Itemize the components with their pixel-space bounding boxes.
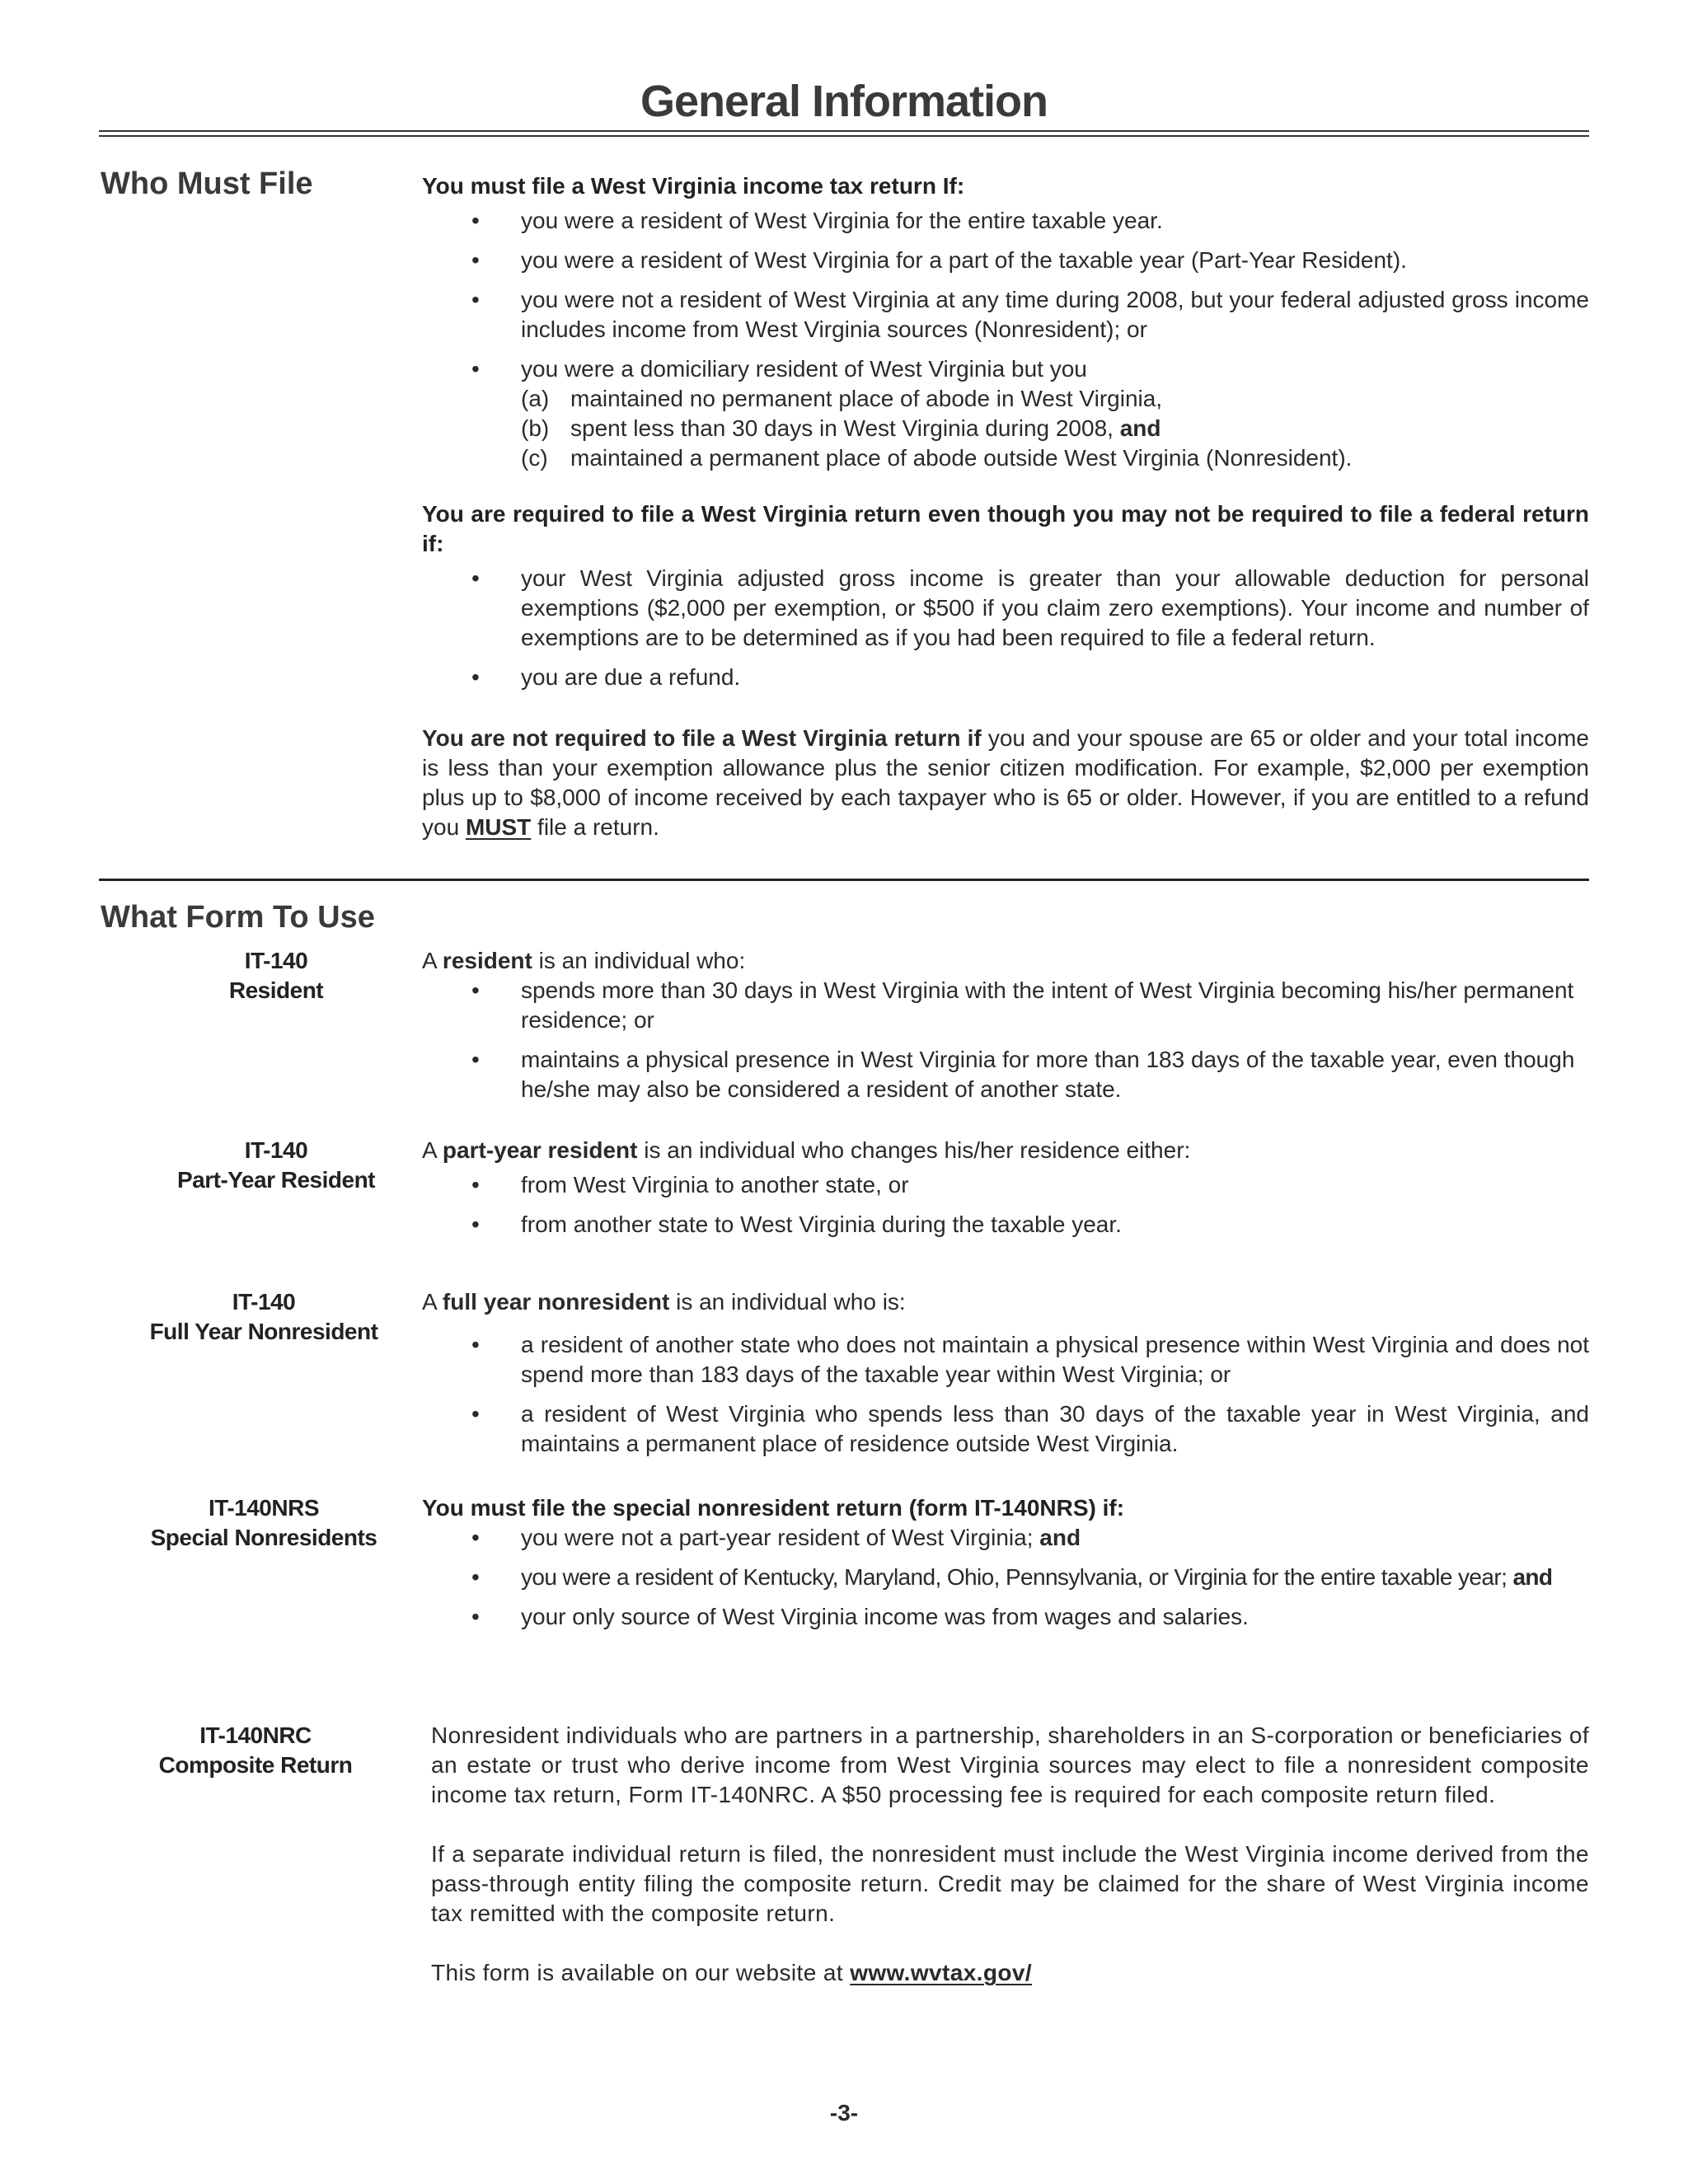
part-year-section bbox=[422, 1136, 1589, 1240]
must-file-list bbox=[422, 206, 1589, 384]
part-year-list bbox=[422, 1170, 1589, 1240]
list-item: • you were a resident of West Virginia for the entire taxable year. bbox=[471, 208, 1163, 233]
domiciliary-sub-list bbox=[422, 384, 1589, 473]
section-divider bbox=[99, 879, 1589, 881]
list-item: • spends more than 30 days in West Virginia with the intent of West Virginia becoming his/her permanent residence; or bbox=[471, 977, 1574, 1033]
resident-intro: A resident is an individual who: bbox=[422, 948, 746, 973]
sub-item: (c) maintained a permanent place of abode outside West Virginia (Nonresident). bbox=[521, 445, 1353, 471]
composite-paragraph: Nonresident individuals who are partners in a partnership, shareholders in an S-corporation or beneficiaries of an estate or trust who derive income from West Virginia sources may elect to file a nonresident composite income tax return, Form IT-140NRC. A $50 processing fee is required for each composite return filed. bbox=[431, 1722, 1589, 1807]
required-intro: You are required to file a West Virginia return even though you may not be required to file a federal return if: bbox=[422, 501, 1589, 556]
form-label-special-nonresidents: IT-140NRS Special Nonresidents bbox=[150, 1495, 377, 1550]
form-label-resident: IT-140 Resident bbox=[228, 948, 324, 1003]
resident-section bbox=[422, 946, 1589, 1104]
who-must-file-section bbox=[422, 171, 1589, 842]
title-divider bbox=[99, 130, 1589, 137]
page-number: -3- bbox=[829, 2100, 859, 2125]
must-file-intro: You must file a West Virginia income tax return If: bbox=[422, 173, 965, 199]
list-item: • from West Virginia to another state, or bbox=[471, 1172, 909, 1197]
list-item: • you were not a part-year resident of West Virginia; and bbox=[471, 1525, 1081, 1550]
who-must-file-heading: Who Must File bbox=[101, 166, 313, 201]
list-item: • your West Virginia adjusted gross income is greater than your allowable deduction for personal exemptions ($2,000 per exemption, or $500 if you claim zero exemptions). Your income and number of exemptions are to be determined as if you had been required to file a federal return. bbox=[471, 565, 1589, 650]
page-title: General Information bbox=[640, 77, 1048, 126]
list-item: • from another state to West Virginia during the taxable year. bbox=[471, 1212, 1122, 1237]
special-nonresident-list bbox=[422, 1523, 1589, 1632]
special-nonresident-section bbox=[422, 1493, 1589, 1632]
list-item: • you were a resident of West Virginia for a part of the taxable year (Part-Year Resident). bbox=[471, 247, 1407, 273]
list-item: • a resident of another state who does not maintain a physical presence within West Virginia and does not spend more than 183 days of the taxable year within West Virginia; or bbox=[471, 1332, 1589, 1387]
list-item: • a resident of West Virginia who spends less than 30 days of the taxable year in West Virginia, and maintains a permanent place of residence outside West Virginia. bbox=[471, 1401, 1589, 1456]
full-year-nonresident-list bbox=[422, 1330, 1589, 1459]
sub-item: (a) maintained no permanent place of abode in West Virginia, bbox=[521, 386, 1163, 411]
full-year-nonresident-intro: A full year nonresident is an individual who is: bbox=[422, 1289, 906, 1315]
not-required-paragraph: You are not required to file a West Virginia return if you and your spouse are 65 or older and your total income is less than your exemption allowance plus the senior citizen modification. For example, $2,000 per exemption plus up to $8,000 of income received by each taxpayer who is 65 or older. However, if you are entitled to a refund you MUST file a return. bbox=[422, 725, 1589, 840]
special-nonresident-intro: You must file the special nonresident return (form IT-140NRS) if: bbox=[422, 1495, 1125, 1521]
list-item: • maintains a physical presence in West Virginia for more than 183 days of the taxable year, even though he/she may also be considered a resident of another state. bbox=[471, 1047, 1575, 1102]
composite-paragraph: If a separate individual return is filed, the nonresident must include the West Virginia income derived from the pass-through entity filing the composite return. Credit may be claimed for the share of West Virginia income tax remitted with the composite return. bbox=[431, 1841, 1589, 1926]
list-item: • you are due a refund. bbox=[471, 664, 741, 690]
full-year-nonresident-section bbox=[422, 1287, 1589, 1459]
list-item: • you were a resident of Kentucky, Maryland, Ohio, Pennsylvania, or Virginia for the entire taxable year; and bbox=[471, 1564, 1553, 1590]
resident-list bbox=[422, 976, 1589, 1104]
list-item: • you were a domiciliary resident of West Virginia but you bbox=[471, 356, 1087, 382]
website-paragraph: This form is available on our website at www.wvtax.gov/ bbox=[431, 1960, 1033, 1985]
composite-section bbox=[431, 1721, 1589, 1988]
form-label-part-year: IT-140 Part-Year Resident bbox=[177, 1137, 375, 1193]
part-year-intro: A part-year resident is an individual who changes his/her residence either: bbox=[422, 1137, 1191, 1163]
form-label-full-year-nonresident: IT-140 Full Year Nonresident bbox=[149, 1289, 378, 1344]
sub-item: (b) spent less than 30 days in West Virginia during 2008, and bbox=[521, 415, 1161, 441]
required-list bbox=[422, 564, 1589, 692]
form-label-composite-return: IT-140NRC Composite Return bbox=[158, 1722, 353, 1778]
what-form-heading: What Form To Use bbox=[101, 900, 375, 935]
website-link[interactable]: www.wvtax.gov/ bbox=[850, 1960, 1033, 1985]
list-item: • your only source of West Virginia income was from wages and salaries. bbox=[471, 1604, 1249, 1629]
list-item: • you were not a resident of West Virginia at any time during 2008, but your federal adjusted gross income includes income from West Virginia sources (Nonresident); or bbox=[471, 287, 1589, 342]
